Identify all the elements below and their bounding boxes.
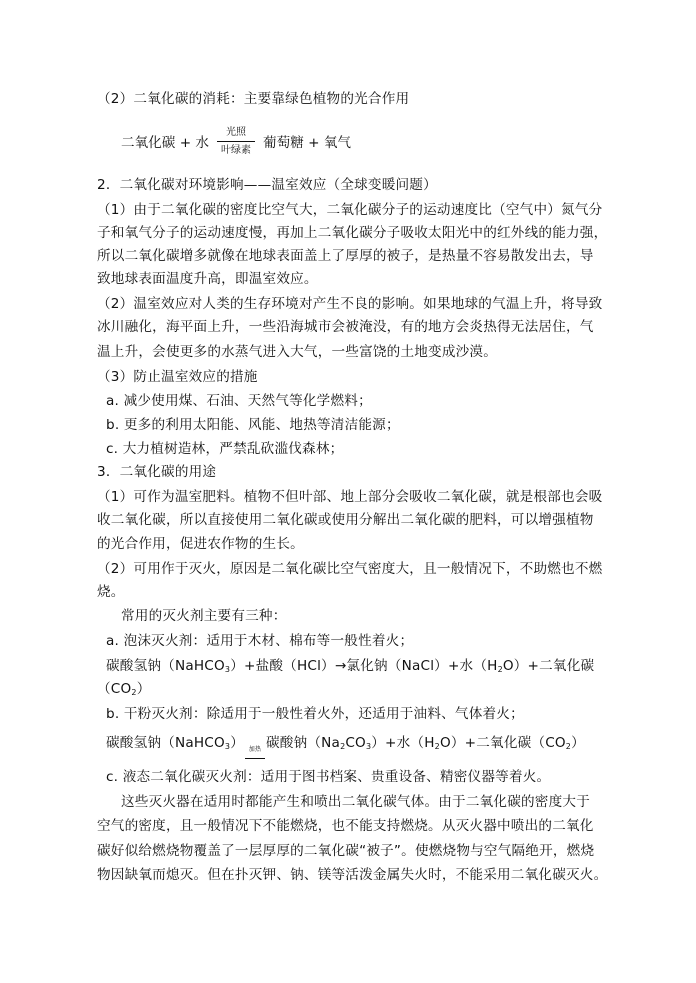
reaction-text: 碳酸氢钠（NaHCO	[106, 658, 225, 674]
reaction-text: ）	[571, 735, 585, 751]
reaction-text: ）	[230, 735, 244, 751]
section-heading: 3．二氧化碳的用途	[97, 464, 217, 480]
photosynthesis-equation	[121, 121, 351, 161]
condition-light: 光照	[226, 126, 247, 138]
paragraph-line: 常用的灭火剂主要有三种：	[121, 608, 287, 624]
equation-arrow-bar	[217, 141, 255, 142]
paragraph-line: 温上升，会使更多的水蒸气进入大气，一些富饶的土地变成沙漠。	[97, 344, 498, 360]
reaction-text: （CO	[97, 681, 132, 697]
paragraph-line: 烧。	[97, 584, 125, 600]
reaction-line-2	[106, 732, 585, 759]
list-item: a. 泡沫灭火剂：适用于木材、棉布等一般性着火；	[106, 633, 414, 649]
paragraph-line: 致地球表面温度升高，即温室效应。	[97, 271, 318, 287]
subscript: 2	[497, 665, 503, 674]
paragraph-line: （2）可用作于灭火，原因是二氧化碳比空气密度大，且一般情况下，不助燃也不燃	[97, 561, 603, 577]
equation-reactants: 二氧化碳 + 水	[121, 135, 210, 151]
paragraph-line: 空气的密度，且一般情况下不能燃烧，也不能支持燃烧。从灭火器中喷出的二氧化	[97, 818, 594, 834]
paragraph-line: 子和氧气分子的运动速度慢，再加上二氧化碳分子吸收太阳光中的红外线的能力强，	[97, 225, 608, 241]
paragraph-line: 所以二氧化碳增多就像在地球表面盖上了厚厚的被子，是热量不容易散发出去，导	[97, 248, 594, 264]
list-item: c. 大力植树造林，严禁乱砍滥伐森林；	[106, 441, 344, 457]
equation-products: 葡萄糖 + 氧气	[263, 135, 352, 151]
reaction-text: ）+水（H	[371, 735, 435, 751]
list-item: a. 减少使用煤、石油、天然气等化学燃料；	[106, 393, 372, 409]
reaction-text: 碳酸钠（Na	[265, 735, 341, 751]
paragraph-line: 收二氧化碳，所以直接使用二氧化碳或使用分解出二氧化碳的肥料，可以增强植物	[97, 512, 594, 528]
list-item: c. 液态二氧化碳灭火剂：适用于图书档案、贵重设备、精密仪器等着火。	[106, 769, 551, 785]
heat-label: 加热	[248, 746, 262, 753]
heating-condition	[245, 746, 265, 759]
paragraph-line: 冰川融化，海平面上升，一些沿海城市会被淹没，有的地方会炎热得无法居住，气	[97, 319, 594, 335]
paragraph-line: （2）二氧化碳的消耗：主要靠绿色植物的光合作用	[97, 91, 410, 107]
subscript: 2	[340, 742, 346, 751]
equation-condition	[217, 126, 255, 157]
subscript: 3	[224, 665, 231, 674]
paragraph-line: 物因缺氧而熄灭。但在扑灭钾、钠、镁等活泼金属失火时，不能采用二氧化碳灭火。	[97, 867, 608, 883]
list-item: b. 干粉灭火剂：除适用于一般性着火外，还适用于油料、气体着火；	[106, 706, 524, 722]
reaction-text: O）+二氧化碳	[502, 658, 595, 674]
paragraph-line: 这些灭火器在适用时都能产生和喷出二氧化碳气体。由于二氧化碳的密度大于	[121, 794, 590, 810]
paragraph-line: （1）可作为温室肥料。植物不但叶部、地上部分会吸收二氧化碳，就是根部也会吸	[97, 489, 603, 505]
paragraph-line: 的光合作用，促进农作物的生长。	[97, 536, 304, 552]
condition-chlorophyll: 叶绿素	[221, 144, 252, 156]
subscript: 2	[131, 688, 137, 697]
reaction-text: O）+二氧化碳（CO	[439, 735, 566, 751]
paragraph-line: 碳好似给燃烧物覆盖了一层厚厚的二氧化碳“被子”。使燃烧物与空气隔绝开，燃烧	[97, 843, 595, 859]
reaction-line-1-cont	[97, 678, 150, 704]
reaction-text: ）	[136, 681, 151, 697]
reaction-text: CO	[345, 735, 366, 751]
paragraph-line: （3）防止温室效应的措施	[97, 369, 258, 385]
heat-bar	[245, 758, 265, 759]
subscript: 2	[565, 742, 572, 751]
reaction-text: 碳酸氢钠（NaHCO	[106, 735, 225, 751]
section-heading: 2．二氧化碳对环境影响——温室效应（全球变暖问题）	[97, 177, 437, 193]
list-item: b. 更多的利用太阳能、风能、地热等清洁能源；	[106, 417, 400, 433]
reaction-line-1	[106, 655, 594, 681]
paragraph-line: （2）温室效应对人类的生存环境对产生不良的影响。如果地球的气温上升，将导致	[97, 296, 603, 312]
subscript: 3	[365, 742, 372, 751]
reaction-text: ）+盐酸（HCl）→氯化钠（NaCl）+水（H	[230, 658, 498, 674]
subscript: 2	[434, 742, 440, 751]
paragraph-line: （1）由于二氧化碳的密度比空气大，二氧化碳分子的运动速度比（空气中）氮气分	[97, 202, 603, 218]
subscript: 3	[224, 742, 231, 751]
